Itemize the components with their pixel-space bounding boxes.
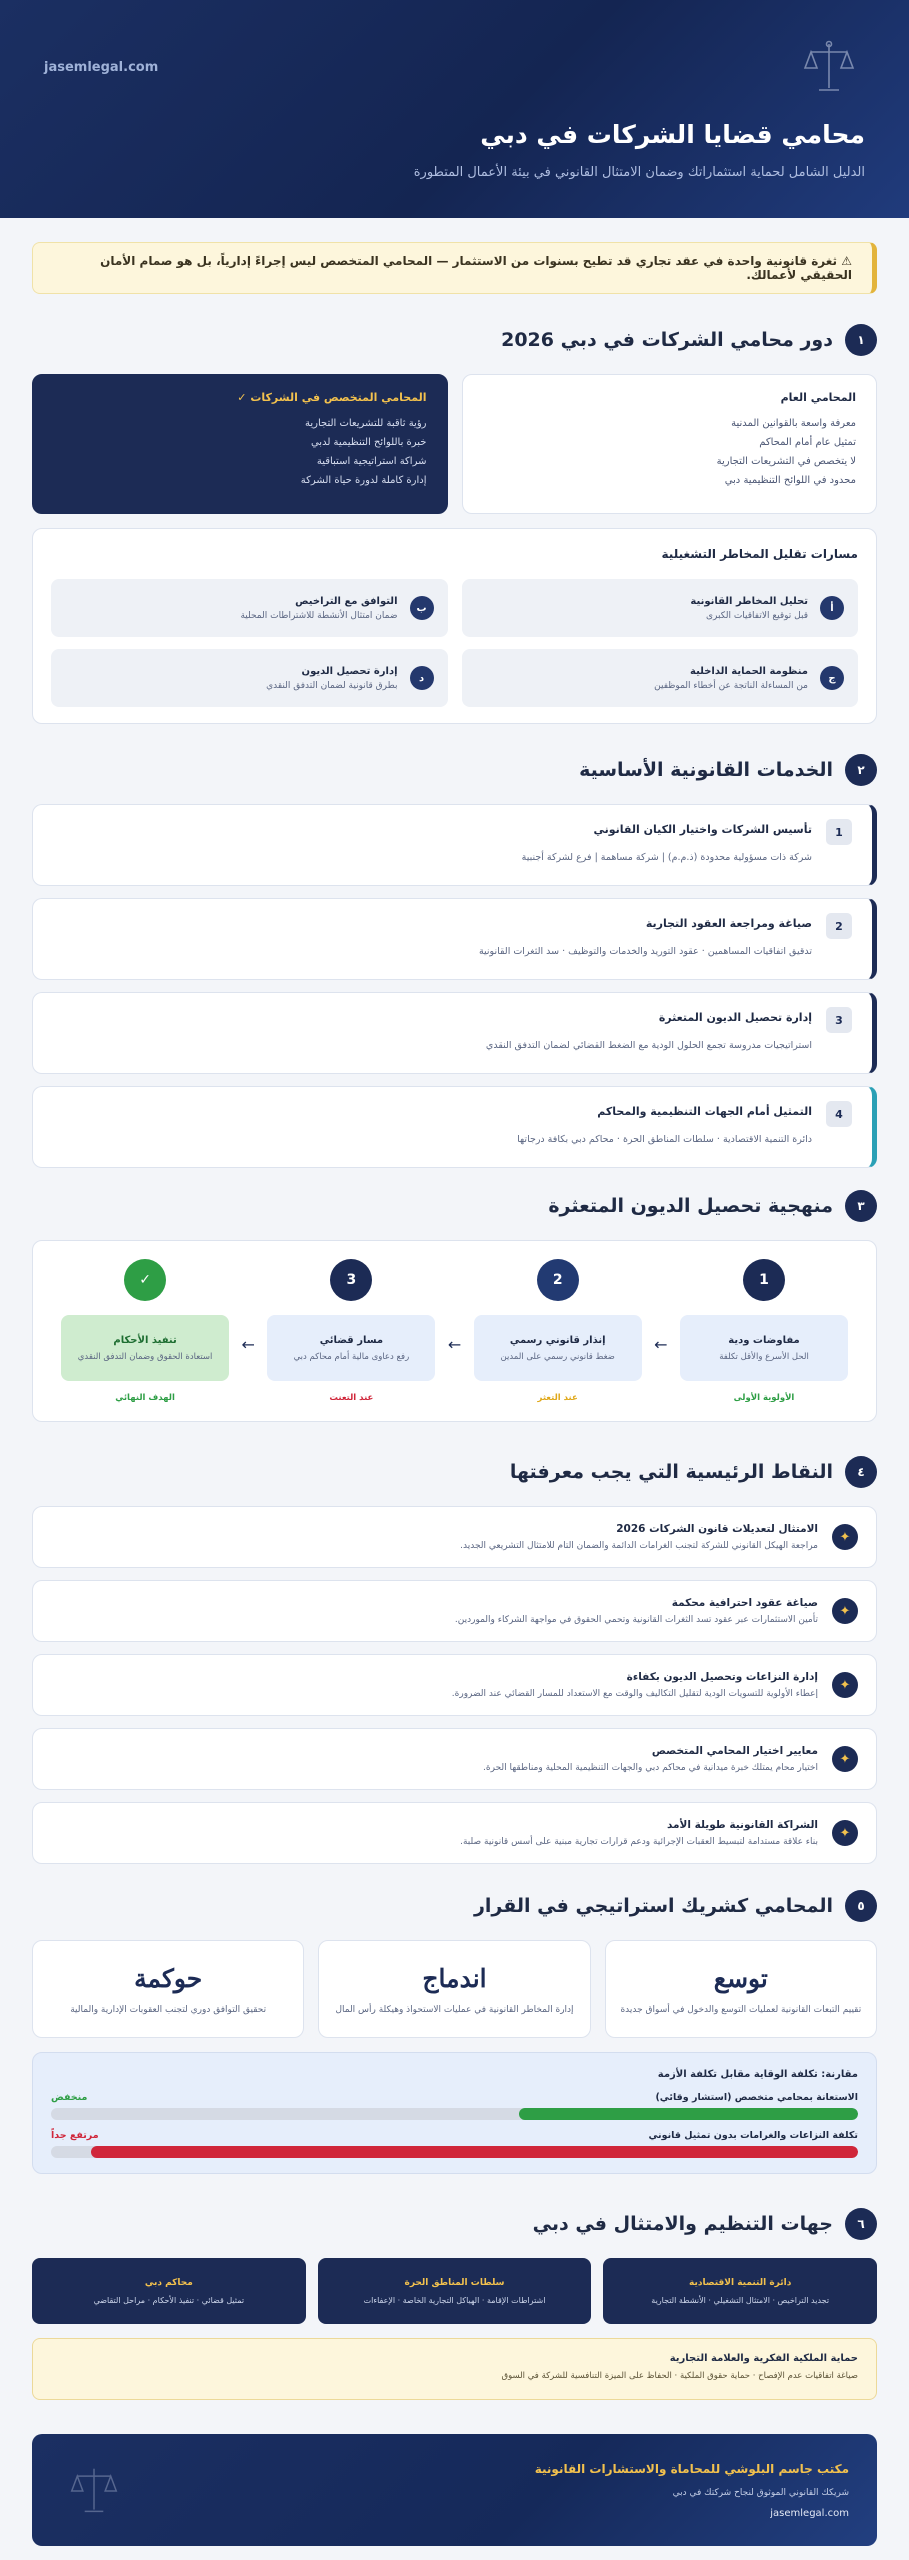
star-icon: ✦ bbox=[832, 1524, 858, 1550]
path-title: منظومة الحماية الداخلية bbox=[690, 665, 808, 677]
scales-logo-icon bbox=[68, 2462, 120, 2520]
bar-fill bbox=[519, 2108, 858, 2120]
key-point bbox=[32, 1802, 877, 1864]
ip-protection-box bbox=[32, 2338, 877, 2400]
bar-level: منخفض bbox=[51, 2092, 88, 2103]
section-title: منهجية تحصيل الديون المتعثرة bbox=[548, 1195, 833, 1217]
path-badge: د bbox=[410, 666, 434, 690]
step-desc: استعادة الحقوق وضمان التدفق النقدي bbox=[77, 1351, 213, 1362]
step-desc: رفع دعاوى مالية أمام محاكم دبي bbox=[293, 1351, 410, 1362]
strategic-cards bbox=[32, 1940, 877, 2038]
step-number: 1 bbox=[743, 1259, 785, 1301]
step-tag: عند التعنت bbox=[329, 1393, 374, 1403]
service-card bbox=[32, 992, 877, 1074]
path-badge: ب bbox=[410, 596, 434, 620]
methodology-step bbox=[61, 1259, 229, 1403]
bar-level: مرتفع جداً bbox=[51, 2130, 99, 2141]
checkmark-icon: ✓ bbox=[124, 1259, 166, 1301]
step-box bbox=[680, 1315, 848, 1381]
star-icon: ✦ bbox=[832, 1746, 858, 1772]
path-desc: بطرق قانونية لضمان التدفق النقدي bbox=[266, 680, 398, 691]
strategic-card bbox=[318, 1940, 590, 2038]
regulator-desc: اشتراطات الإقامة · الهياكل التجارية الخاصة · الإعفاءات bbox=[363, 2295, 546, 2305]
page-title: محامي قضايا الشركات في دبي bbox=[480, 120, 865, 149]
step-tag: عند التعثر bbox=[537, 1393, 578, 1403]
left-arrow-icon: ← bbox=[241, 1335, 255, 1354]
path-badge: أ bbox=[820, 596, 844, 620]
step-title: تنفيذ الأحكام bbox=[113, 1334, 177, 1346]
scales-logo-icon bbox=[801, 38, 857, 98]
regulators-grid bbox=[32, 2258, 877, 2324]
service-title: التمثيل أمام الجهات التنظيمية والمحاكم bbox=[597, 1105, 812, 1118]
regulator-desc: تمثيل قضائي · تنفيذ الأحكام · مراحل التقاضي bbox=[93, 2295, 245, 2305]
step-desc: الحل الأسرع والأقل تكلفة bbox=[719, 1351, 809, 1362]
page-subtitle: الدليل الشامل لحماية استثماراتك وضمان الامتثال القانوني في بيئة الأعمال المتطورة bbox=[413, 165, 865, 180]
regulator-title: دائرة التنمية الاقتصادية bbox=[689, 2277, 792, 2288]
point-title: معايير اختيار المحامي المتخصص bbox=[651, 1745, 818, 1757]
path-desc: من المساءلة الناتجة عن أخطاء الموظفين bbox=[654, 680, 808, 691]
step-title: مسار قضائي bbox=[319, 1334, 384, 1346]
key-point bbox=[32, 1728, 877, 1790]
hero-domain[interactable]: jasemlegal.com bbox=[44, 60, 159, 75]
section-1-heading bbox=[32, 324, 877, 356]
section-number: ١ bbox=[845, 324, 877, 356]
services-list bbox=[32, 804, 877, 1168]
key-point bbox=[32, 1580, 877, 1642]
service-card bbox=[32, 898, 877, 980]
step-box bbox=[267, 1315, 435, 1381]
regulator-desc: تجديد التراخيص · الامتثال التشغيلي · الأنشطة التجارية bbox=[651, 2295, 830, 2305]
list-item: خبرة باللوائح التنظيمية لدبي bbox=[310, 437, 427, 448]
debt-methodology-panel bbox=[32, 1240, 877, 1422]
strategic-keyword: حوكمة bbox=[134, 1963, 203, 1993]
card-title: المحامي المتخصص في الشركات ✓ bbox=[237, 391, 427, 404]
cost-bar-row bbox=[51, 2130, 858, 2158]
point-title: الشراكة القانونية طويلة الأمد bbox=[666, 1819, 818, 1831]
section-title: المحامي كشريك استراتيجي في القرار bbox=[473, 1895, 833, 1917]
star-icon: ✦ bbox=[832, 1672, 858, 1698]
service-number: 2 bbox=[826, 913, 852, 939]
point-desc: مراجعة الهيكل القانوني للشركة لتجنب الغرامات الدائمة والضمان التام للامتثال التشريعي الجديد. bbox=[460, 1541, 818, 1551]
step-title: إنذار قانوني رسمي bbox=[509, 1334, 606, 1346]
service-card bbox=[32, 804, 877, 886]
risk-paths-panel bbox=[32, 528, 877, 724]
general-lawyer-card bbox=[462, 374, 878, 514]
bar-fill bbox=[91, 2146, 858, 2158]
step-number: 2 bbox=[537, 1259, 579, 1301]
risk-path-item bbox=[462, 649, 859, 707]
list-item: رؤية ثاقبة للتشريعات التجارية bbox=[304, 418, 427, 429]
service-number: 3 bbox=[826, 1007, 852, 1033]
point-title: الامتثال لتعديلات قانون الشركات 2026 bbox=[616, 1523, 818, 1535]
list-item: محدود في اللوائح التنظيمية دبي bbox=[724, 475, 856, 486]
list-item: شراكة استراتيجية استباقية bbox=[316, 456, 427, 467]
section-4-heading bbox=[32, 1456, 877, 1488]
strategic-card bbox=[605, 1940, 877, 2038]
regulator-title: سلطات المناطق الحرة bbox=[404, 2277, 505, 2288]
section-number: ٤ bbox=[845, 1456, 877, 1488]
panel-title: مسارات تقليل المخاطر التشغيلية bbox=[661, 547, 858, 561]
key-points-list bbox=[32, 1506, 877, 1864]
list-item: إدارة كاملة لدورة حياة الشركة bbox=[300, 475, 427, 486]
general-lawyer-list bbox=[483, 418, 857, 486]
regulator-title: محاكم دبي bbox=[144, 2277, 193, 2288]
step-title: مفاوضات ودية bbox=[728, 1334, 800, 1346]
step-box bbox=[474, 1315, 642, 1381]
section-title: النقاط الرئيسية التي يجب معرفتها bbox=[509, 1461, 833, 1483]
cost-bar-row bbox=[51, 2092, 858, 2120]
key-point bbox=[32, 1506, 877, 1568]
card-title: المحامي العام bbox=[780, 391, 856, 404]
section-title: جهات التنظيم والامتثال في دبي bbox=[532, 2213, 833, 2235]
path-title: تحليل المخاطر القانونية bbox=[690, 595, 808, 607]
section-number: ٦ bbox=[845, 2208, 877, 2240]
section-6-heading bbox=[32, 2208, 877, 2240]
bar-label: تكلفة النزاعات والغرامات بدون تمثيل قانوني bbox=[648, 2130, 858, 2141]
star-icon: ✦ bbox=[832, 1820, 858, 1846]
step-desc: ضغط قانوني رسمي على المدين bbox=[500, 1351, 615, 1362]
path-title: التوافق مع التراخيص bbox=[295, 595, 398, 607]
service-title: صياغة ومراجعة العقود التجارية bbox=[645, 917, 812, 930]
left-arrow-icon: ← bbox=[654, 1335, 668, 1354]
path-badge: ج bbox=[820, 666, 844, 690]
strategic-keyword: اندماج bbox=[422, 1963, 487, 1993]
list-item: لا يتخصص في التشريعات التجارية bbox=[716, 456, 856, 467]
strategic-card bbox=[32, 1940, 304, 2038]
step-box bbox=[61, 1315, 229, 1381]
service-desc: استراتيجيات مدروسة تجمع الحلول الودية مع الضغط القضائي لضمان التدفق النقدي bbox=[485, 1040, 812, 1051]
path-desc: ضمان امتثال الأنشطة للاشتراطات المحلية bbox=[240, 610, 398, 621]
path-desc: قبل توقيع الاتفاقيات الكبرى bbox=[706, 610, 808, 621]
methodology-step bbox=[474, 1259, 642, 1403]
strategic-desc: تحقيق التوافق دوري لتجنب العقوبات الإدارية والمالية bbox=[70, 2004, 267, 2015]
service-title: تأسيس الشركات واختيار الكيان القانوني bbox=[593, 823, 812, 836]
bar-track bbox=[51, 2146, 858, 2158]
footer-title: مكتب جاسم البلوشي للمحاماة والاستشارات القانونية bbox=[534, 2462, 849, 2476]
service-number: 4 bbox=[826, 1101, 852, 1127]
point-title: صياغة عقود احترافية محكمة bbox=[671, 1597, 818, 1609]
risk-path-item bbox=[51, 649, 448, 707]
service-card bbox=[32, 1086, 877, 1168]
section-5-heading bbox=[32, 1890, 877, 1922]
risk-path-item bbox=[462, 579, 859, 637]
section-number: ٣ bbox=[845, 1190, 877, 1222]
bar-track bbox=[51, 2108, 858, 2120]
regulator-card bbox=[32, 2258, 306, 2324]
section-number: ٥ bbox=[845, 1890, 877, 1922]
lawyer-comparison bbox=[32, 374, 877, 514]
service-number: 1 bbox=[826, 819, 852, 845]
step-tag: الهدف النهائي bbox=[115, 1393, 175, 1403]
methodology-step bbox=[680, 1259, 848, 1403]
list-item: معرفة واسعة بالقوانين المدنية bbox=[731, 418, 856, 429]
methodology-step bbox=[267, 1259, 435, 1403]
footer-desc: شريكك القانوني الموثوق لنجاح شركتك في دبي bbox=[672, 2488, 849, 2498]
strategic-desc: تقييم التبعات القانونية لعمليات التوسع والدخول في أسواق جديدة bbox=[620, 2004, 862, 2015]
section-3-heading bbox=[32, 1190, 877, 1222]
main-content bbox=[0, 218, 909, 2546]
step-number: 3 bbox=[330, 1259, 372, 1301]
risk-path-item bbox=[51, 579, 448, 637]
point-title: إدارة النزاعات وتحصيل الديون بكفاءة bbox=[626, 1671, 818, 1683]
section-title: دور محامي الشركات في دبي 2026 bbox=[501, 329, 833, 351]
ip-title: حماية الملكية الفكرية والعلامة التجارية bbox=[669, 2353, 858, 2364]
service-title: إدارة تحصيل الديون المتعثرة bbox=[658, 1011, 812, 1024]
warning-alert: ⚠ ثغرة قانونية واحدة في عقد تجاري قد تطيح بسنوات من الاستثمار — المحامي المتخصص ليس إجراءً إدارياً، بل هو صمام الأمان الحقيقي لأعمالك. bbox=[32, 242, 877, 294]
service-desc: شركة ذات مسؤولية محدودة (ذ.م.م) | شركة مساهمة | فرع لشركة أجنبية bbox=[521, 852, 812, 863]
bar-label: الاستعانة بمحامي متخصص (استشار وقائي) bbox=[655, 2092, 858, 2103]
regulator-card bbox=[603, 2258, 877, 2324]
panel-title: مقارنة: تكلفة الوقاية مقابل تكلفة الأزمة bbox=[657, 2069, 858, 2080]
specialist-lawyer-card bbox=[32, 374, 448, 514]
path-title: إدارة تحصيل الديون bbox=[301, 665, 398, 677]
point-desc: اختيار محام يمتلك خبرة ميدانية في محاكم دبي والجهات التنظيمية المحلية ومناطقها الحرة. bbox=[483, 1763, 818, 1773]
specialist-lawyer-list bbox=[53, 418, 427, 486]
star-icon: ✦ bbox=[832, 1598, 858, 1624]
left-arrow-icon: ← bbox=[447, 1335, 462, 1354]
section-title: الخدمات القانونية الأساسية bbox=[579, 759, 833, 781]
service-desc: تدقيق اتفاقيات المساهمين · عقود التوريد والخدمات والتوظيف · سد الثغرات القانونية bbox=[478, 946, 812, 957]
ip-desc: صياغة اتفاقيات عدم الإفصاح · حماية حقوق الملكية · الحفاظ على الميزة التنافسية للشركة في السوق bbox=[501, 2371, 858, 2381]
section-2-heading bbox=[32, 754, 877, 786]
point-desc: بناء علاقة مستدامة لتبسيط العقبات الإجرائية ودعم قرارات تجارية مبنية على أسس قانونية صلبة. bbox=[460, 1837, 818, 1847]
list-item: تمثيل عام أمام المحاكم bbox=[759, 437, 856, 448]
footer-link[interactable]: jasemlegal.com bbox=[770, 2508, 849, 2519]
point-desc: تأمين الاستثمارات عبر عقود تسد الثغرات القانونية وتحمي الحقوق في مواجهة الشركاء والموردين. bbox=[454, 1615, 818, 1625]
footer bbox=[32, 2434, 877, 2546]
point-desc: إعطاء الأولوية للتسويات الودية لتقليل التكاليف والوقت مع الاستعداد للمسار القضائي عند الضرورة. bbox=[451, 1689, 818, 1699]
risk-paths-grid bbox=[51, 579, 858, 707]
regulator-card bbox=[318, 2258, 592, 2324]
section-number: ٢ bbox=[845, 754, 877, 786]
strategic-keyword: توسع bbox=[713, 1963, 768, 1993]
hero-header bbox=[0, 0, 909, 218]
cost-comparison-panel bbox=[32, 2052, 877, 2174]
service-desc: دائرة التنمية الاقتصادية · سلطات المناطق الحرة · محاكم دبي بكافة درجاتها bbox=[517, 1134, 812, 1145]
step-tag: الأولوية الأولى bbox=[733, 1393, 795, 1403]
strategic-desc: إدارة المخاطر القانونية في عمليات الاستحواذ وهيكلة رأس المال bbox=[335, 2004, 574, 2015]
methodology-steps bbox=[61, 1259, 848, 1403]
key-point bbox=[32, 1654, 877, 1716]
